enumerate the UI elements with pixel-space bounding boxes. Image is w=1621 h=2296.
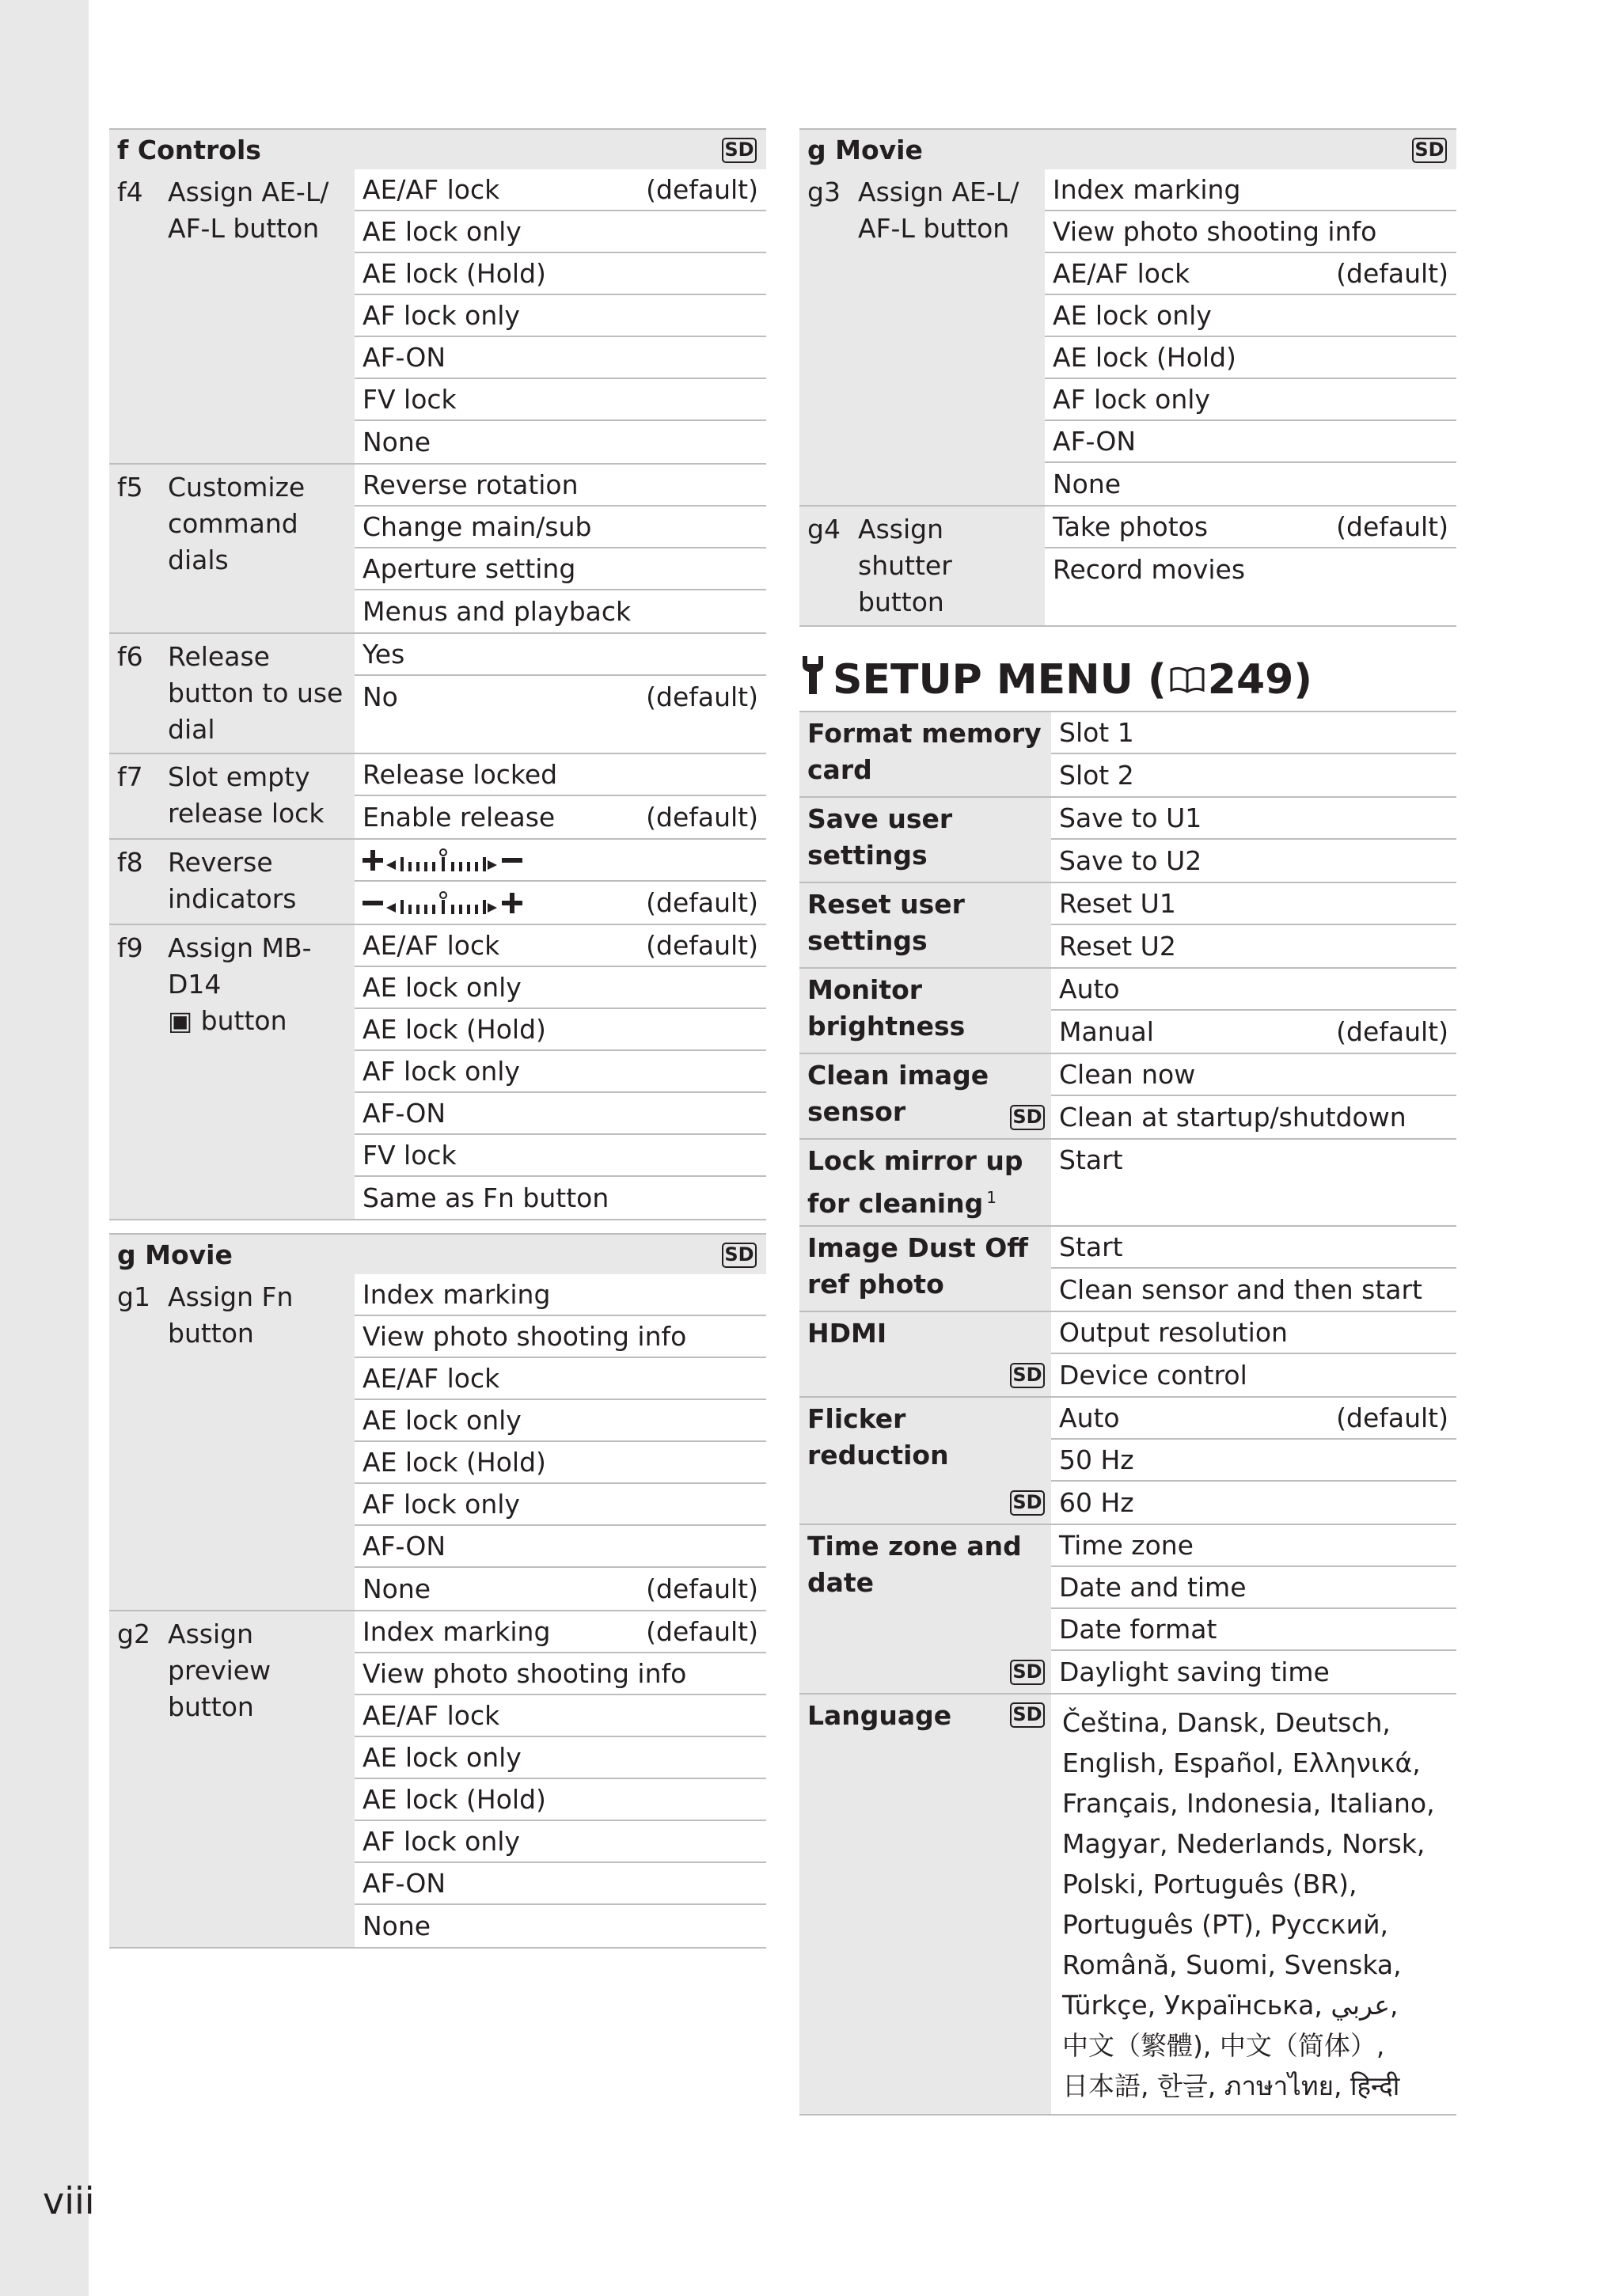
option-text: AF-ON	[363, 1098, 446, 1129]
option-row	[355, 754, 766, 796]
setup-item-label	[799, 1140, 1051, 1225]
option-row	[1045, 507, 1456, 548]
section-header	[109, 1233, 766, 1274]
option-text: AE/AF lock	[363, 1363, 500, 1394]
option-text: Clean sensor and then start	[1059, 1274, 1422, 1305]
option-list	[1051, 969, 1456, 1053]
option-text: Reset U1	[1059, 888, 1176, 919]
option-text: AE lock (Hold)	[1053, 342, 1236, 373]
item-code: f4	[109, 169, 166, 463]
option-row	[355, 1821, 766, 1863]
option-row	[355, 1863, 766, 1905]
item-label-text: Assign MB-D14	[168, 932, 312, 1000]
option-text: Menus and playback	[363, 596, 632, 627]
default-marker: (default)	[646, 887, 758, 918]
option-text: Date format	[1059, 1614, 1217, 1645]
language-line: Türkçe, Українська, عربي,	[1062, 1990, 1399, 2021]
setup-item-label-text: Lock mirror up for cleaning	[807, 1145, 1023, 1219]
sd-icon: SD	[1412, 138, 1447, 163]
option-row	[355, 465, 766, 507]
setup-row	[799, 1138, 1456, 1225]
default-marker: (default)	[1336, 511, 1448, 542]
option-row	[1051, 1567, 1456, 1609]
default-marker: (default)	[646, 930, 758, 961]
setup-item-label	[799, 1227, 1051, 1311]
language-line: Português (PT), Русский,	[1062, 1909, 1389, 1940]
option-list	[1045, 507, 1456, 625]
option-text: AE lock (Hold)	[363, 258, 546, 289]
option-list	[355, 169, 766, 463]
option-row	[355, 1653, 766, 1695]
left-column	[109, 128, 766, 1961]
option-row	[1045, 211, 1456, 253]
option-text: AE lock (Hold)	[363, 1784, 546, 1815]
option-text: AE lock only	[363, 972, 522, 1003]
sd-icon: SD	[1010, 1105, 1045, 1130]
item-label: Assign AE-L/ AF-L button	[856, 169, 1045, 505]
option-text: AF lock only	[363, 1826, 520, 1857]
option-row	[1051, 1651, 1456, 1693]
option-text: AF lock only	[1053, 384, 1210, 415]
option-text: Change main/sub	[363, 511, 592, 542]
setup-row	[799, 796, 1456, 882]
setup-row	[799, 711, 1456, 796]
setup-row	[799, 967, 1456, 1053]
menu-group-row	[799, 507, 1456, 627]
option-text: Same as Fn button	[363, 1182, 609, 1213]
menu-section	[109, 1233, 766, 1949]
setup-menu-page-ref: 249)	[1207, 656, 1313, 704]
exposure-indicator-minus-first-icon	[363, 887, 568, 919]
option-text: Daylight saving time	[1059, 1657, 1330, 1687]
option-text: None	[363, 427, 431, 457]
option-row	[355, 1400, 766, 1442]
item-code: f5	[109, 465, 166, 632]
option-row	[1051, 1054, 1456, 1096]
option-row	[355, 796, 766, 838]
option-text: Aperture setting	[363, 553, 576, 584]
setup-row	[799, 882, 1456, 967]
item-label: Customize command dials	[166, 465, 355, 632]
item-label: Release button to use dial	[166, 634, 355, 753]
option-row	[355, 882, 766, 924]
item-label: Assign Fn button	[166, 1274, 355, 1610]
option-row	[355, 548, 766, 590]
indicator-option	[363, 887, 568, 919]
option-text: AE lock only	[363, 1405, 522, 1436]
option-row	[355, 421, 766, 463]
sd-icon: SD	[722, 138, 757, 163]
language-line: Čeština, Dansk, Deutsch,	[1062, 1707, 1391, 1738]
item-code: f7	[109, 754, 166, 838]
option-row	[355, 925, 766, 967]
item-code: g3	[799, 169, 856, 505]
option-row	[355, 590, 766, 632]
setup-item-label-text: Monitor brightness	[807, 974, 966, 1042]
section-title: g Movie	[117, 1239, 233, 1270]
option-text: View photo shooting info	[1053, 216, 1377, 247]
section-title: f Controls	[117, 135, 261, 165]
setup-row	[799, 1225, 1456, 1311]
option-row	[355, 1484, 766, 1526]
setup-item-label	[799, 712, 1051, 796]
page-number: viii	[43, 2180, 95, 2222]
option-text: Save to U2	[1059, 845, 1202, 876]
language-line: 日本語, 한글, ภาษาไทย, हिन्दी	[1062, 2070, 1400, 2101]
option-row	[1045, 337, 1456, 379]
option-row	[1045, 295, 1456, 337]
option-text: None	[1053, 469, 1122, 499]
option-row	[355, 967, 766, 1009]
setup-row	[799, 1524, 1456, 1693]
option-row	[1045, 253, 1456, 295]
option-row	[355, 1611, 766, 1653]
item-label: Slot empty release lock	[166, 754, 355, 838]
menu-section	[109, 128, 766, 1220]
option-text: Output resolution	[1059, 1317, 1288, 1348]
option-row	[1051, 1011, 1456, 1053]
option-text: None	[363, 1573, 431, 1604]
right-column	[799, 128, 1456, 2116]
option-row	[355, 1568, 766, 1610]
option-row	[355, 1177, 766, 1219]
section-title: g Movie	[807, 135, 923, 165]
option-row	[1045, 169, 1456, 211]
option-list	[355, 1611, 766, 1947]
option-row	[1045, 463, 1456, 505]
option-row	[355, 169, 766, 211]
option-text: 50 Hz	[1059, 1444, 1134, 1475]
setup-item-label-text: HDMI	[807, 1318, 887, 1349]
item-label: Reverse indicators	[166, 840, 355, 924]
option-text: Manual	[1059, 1016, 1154, 1047]
setup-item-label-text: Language	[807, 1700, 952, 1731]
option-text: AF-ON	[363, 1531, 446, 1562]
default-marker: (default)	[646, 1616, 758, 1647]
option-text: AF lock only	[363, 1489, 520, 1520]
option-text: AE lock only	[363, 1742, 522, 1773]
item-label-text: button	[200, 1005, 287, 1036]
menu-group-row	[109, 754, 766, 840]
setup-item-label	[799, 1525, 1051, 1693]
option-text: Index marking	[363, 1616, 551, 1647]
option-list	[355, 634, 766, 753]
sd-icon: SD	[1010, 1702, 1045, 1728]
item-code: f9	[109, 925, 166, 1219]
language-line: English, Español, Ελληνικά,	[1062, 1748, 1421, 1778]
option-list	[355, 1274, 766, 1610]
option-list	[1051, 1312, 1456, 1396]
item-code: f6	[109, 634, 166, 753]
option-row	[1051, 1269, 1456, 1311]
option-list	[1051, 1398, 1456, 1524]
option-text: Save to U1	[1059, 803, 1202, 833]
option-row	[1051, 1398, 1456, 1440]
language-line: Polski, Português (BR),	[1062, 1869, 1357, 1899]
option-row	[355, 634, 766, 676]
option-text: AE/AF lock	[363, 174, 500, 205]
option-text: AF-ON	[363, 342, 446, 373]
setup-item-label	[799, 798, 1051, 882]
option-text: View photo shooting info	[363, 1321, 687, 1352]
setup-item-label	[799, 1312, 1051, 1396]
option-text: Index marking	[363, 1279, 551, 1310]
option-row	[355, 1274, 766, 1316]
option-list	[1051, 798, 1456, 882]
wrench-icon	[799, 655, 826, 706]
option-text: Slot 1	[1059, 717, 1134, 748]
option-text: Yes	[363, 639, 405, 670]
sd-icon: SD	[1010, 1660, 1045, 1685]
option-text: 60 Hz	[1059, 1487, 1134, 1518]
option-row	[355, 507, 766, 548]
option-text: Take photos	[1053, 511, 1209, 542]
menu-group-row	[109, 1611, 766, 1949]
exposure-indicator-plus-first-icon	[363, 844, 568, 876]
setup-item-label-text: Save user settings	[807, 803, 953, 871]
book-reference-icon	[1170, 656, 1205, 704]
option-row	[355, 1316, 766, 1358]
option-row	[355, 1135, 766, 1177]
option-row	[355, 1358, 766, 1400]
option-list	[1051, 1525, 1456, 1693]
option-row	[355, 379, 766, 421]
option-row	[355, 1442, 766, 1484]
item-code: g2	[109, 1611, 166, 1947]
item-code: f8	[109, 840, 166, 924]
page-side-strip	[0, 0, 89, 2296]
default-marker: (default)	[646, 802, 758, 833]
option-text: Index marking	[1053, 174, 1241, 205]
item-label	[166, 925, 355, 1219]
default-marker: (default)	[646, 174, 758, 205]
option-list	[1051, 1227, 1456, 1311]
menu-group-row	[109, 465, 766, 634]
setup-menu-heading	[799, 649, 1456, 711]
option-row	[1051, 798, 1456, 840]
menu-section	[799, 128, 1456, 627]
option-row	[1051, 1096, 1456, 1138]
option-text: AF lock only	[363, 1056, 520, 1087]
option-list	[1051, 712, 1456, 796]
option-row	[1051, 1312, 1456, 1354]
option-text: Enable release	[363, 802, 556, 833]
option-text: AE lock only	[363, 216, 522, 247]
language-line: Français, Indonesia, Italiano,	[1062, 1788, 1435, 1819]
setup-item-label-text: Format memory card	[807, 718, 1042, 785]
language-line: 中文（繁體), 中文（简体）,	[1062, 2030, 1385, 2061]
option-text: AE lock (Hold)	[363, 1447, 546, 1478]
option-text: AE lock (Hold)	[363, 1014, 546, 1045]
option-row	[355, 337, 766, 379]
option-row	[1051, 883, 1456, 925]
option-row	[355, 211, 766, 253]
setup-row	[799, 1396, 1456, 1524]
option-text: None	[363, 1911, 431, 1941]
option-row	[1051, 925, 1456, 967]
setup-item-label	[799, 1398, 1051, 1524]
setup-item-label-text: Image Dust Off ref photo	[807, 1232, 1029, 1300]
option-row	[1051, 1140, 1456, 1219]
menu-group-row	[109, 1274, 766, 1611]
sd-icon: SD	[1010, 1490, 1045, 1516]
setup-row	[799, 1053, 1456, 1138]
setup-item-label-text: Time zone and date	[807, 1531, 1022, 1598]
setup-item-label	[799, 1694, 1051, 2114]
item-label: Assign shutter button	[856, 507, 1045, 625]
option-list	[355, 840, 766, 924]
option-row	[355, 253, 766, 295]
option-text: AE/AF lock	[363, 930, 500, 961]
language-line: Română, Suomi, Svenska,	[1062, 1949, 1402, 1980]
option-list	[1051, 1054, 1456, 1138]
option-text: AE/AF lock	[1053, 258, 1190, 289]
option-text: Auto	[1059, 973, 1120, 1004]
option-row	[1051, 1525, 1456, 1567]
section-header	[799, 128, 1456, 169]
option-row	[1051, 1482, 1456, 1524]
option-text: Release locked	[363, 759, 558, 790]
option-row	[355, 1905, 766, 1947]
default-marker: (default)	[1336, 1016, 1448, 1047]
option-row	[1051, 754, 1456, 796]
option-row	[1051, 1440, 1456, 1482]
footnote-marker: 1	[986, 1188, 997, 1207]
mb-d14-fn-icon: ▣	[168, 1005, 201, 1036]
setup-row	[799, 1311, 1456, 1396]
option-text: AF-ON	[1053, 426, 1137, 457]
item-code: g4	[799, 507, 856, 625]
option-row	[355, 1526, 766, 1568]
option-list	[1051, 1140, 1456, 1225]
option-row	[355, 1051, 766, 1093]
setup-item-label	[799, 1054, 1051, 1138]
option-text: Record movies	[1053, 554, 1246, 585]
option-row	[1051, 1354, 1456, 1396]
option-text: Reverse rotation	[363, 469, 579, 500]
menu-group-row	[109, 925, 766, 1220]
option-text: Date and time	[1059, 1572, 1247, 1603]
setup-item-label	[799, 883, 1051, 967]
option-text: View photo shooting info	[363, 1658, 687, 1689]
menu-group-row	[109, 169, 766, 465]
option-list	[355, 465, 766, 632]
option-row	[1045, 548, 1456, 590]
option-text: AF lock only	[363, 300, 520, 331]
setup-item-label-text: Reset user settings	[807, 889, 965, 956]
option-list	[355, 754, 766, 838]
option-list	[355, 925, 766, 1219]
option-text: Start	[1059, 1144, 1123, 1175]
default-marker: (default)	[646, 1573, 758, 1604]
option-row	[1051, 1609, 1456, 1651]
option-text: FV lock	[363, 1140, 457, 1171]
option-text: Slot 2	[1059, 760, 1134, 791]
option-text: No	[363, 681, 398, 712]
option-row	[1051, 969, 1456, 1011]
option-text: Clean now	[1059, 1059, 1196, 1090]
option-row	[1051, 1227, 1456, 1269]
setup-item-label-text: Clean image sensor	[807, 1060, 989, 1127]
option-text: AE/AF lock	[363, 1700, 500, 1731]
item-label: Assign preview button	[166, 1611, 355, 1947]
option-row	[355, 1093, 766, 1135]
option-row	[1045, 421, 1456, 463]
option-text: Start	[1059, 1231, 1123, 1262]
option-list	[1051, 883, 1456, 967]
option-row	[355, 1779, 766, 1821]
option-text: Device control	[1059, 1360, 1247, 1391]
section-header	[109, 128, 766, 169]
sd-icon: SD	[1010, 1363, 1045, 1388]
option-text: AF-ON	[363, 1868, 446, 1899]
option-row	[355, 676, 766, 718]
setup-menu-table	[799, 711, 1456, 2116]
option-text: AE lock only	[1053, 300, 1212, 331]
setup-menu-title: SETUP MENU (	[833, 656, 1167, 704]
option-row	[355, 295, 766, 337]
setup-item-label	[799, 969, 1051, 1053]
option-text: Time zone	[1059, 1530, 1194, 1561]
option-row	[355, 1695, 766, 1737]
option-row	[1051, 712, 1456, 754]
default-marker: (default)	[646, 681, 758, 712]
indicator-option	[363, 844, 568, 876]
option-row	[355, 840, 766, 882]
menu-group-row	[109, 634, 766, 754]
setup-row-language	[799, 1693, 1456, 2116]
default-marker: (default)	[1336, 258, 1448, 289]
option-text: FV lock	[363, 384, 457, 415]
item-label: Assign AE-L/ AF-L button	[166, 169, 355, 463]
option-list	[1045, 169, 1456, 505]
menu-group-row	[109, 840, 766, 925]
setup-item-label-text: Flicker reduction	[807, 1403, 949, 1471]
option-text: Reset U2	[1059, 931, 1176, 962]
option-row	[355, 1737, 766, 1779]
option-row	[355, 1009, 766, 1051]
default-marker: (default)	[1336, 1402, 1448, 1433]
item-code: g1	[109, 1274, 166, 1610]
option-row	[1051, 840, 1456, 882]
language-list	[1051, 1694, 1443, 2114]
option-text: Auto	[1059, 1402, 1120, 1433]
option-row	[1045, 379, 1456, 421]
menu-group-row	[799, 169, 1456, 507]
option-text: Clean at startup/shutdown	[1059, 1102, 1407, 1133]
language-line: Magyar, Nederlands, Norsk,	[1062, 1828, 1425, 1859]
sd-icon: SD	[722, 1243, 757, 1268]
